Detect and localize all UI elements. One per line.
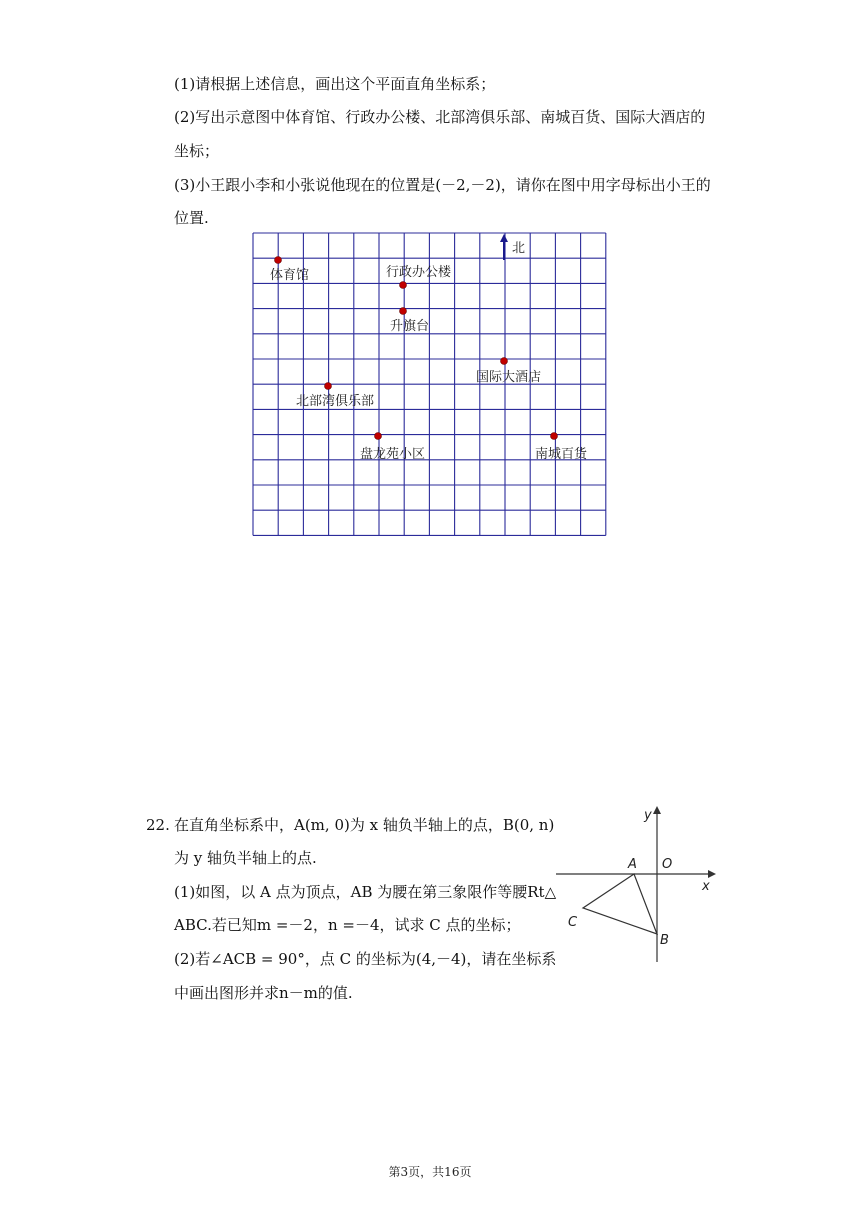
location-label: 行政办公楼 (386, 265, 452, 280)
location-label: 北部湾俱乐部 (296, 394, 375, 409)
location-label: 南城百货 (535, 447, 588, 462)
q22-line-6: 中画出图形并求n－m的值. (174, 984, 353, 1002)
q21-line-1: (1)请根据上述信息，画出这个平面直角坐标系； (174, 75, 496, 93)
y-axis-label: y (644, 808, 652, 823)
location-club (296, 383, 374, 410)
q21-line-2: (2)写出示意图中体育馆、行政办公楼、北部湾俱乐部、南城百货、国际大酒店的 (174, 108, 706, 126)
q21-line-3: 坐标； (174, 142, 220, 160)
origin-label: O (662, 857, 673, 872)
campus-map (252, 232, 612, 540)
point-a-label: A (628, 857, 637, 872)
x-axis-label: x (702, 879, 710, 894)
location-admin-building (386, 264, 452, 289)
point-b-label: B (660, 933, 669, 948)
question-number: 22. (146, 816, 170, 834)
location-label: 体育馆 (270, 268, 310, 283)
location-flag-platform (390, 308, 429, 335)
location-label: 升旗台 (390, 319, 430, 334)
location-hotel (476, 358, 541, 386)
q22-line-2: 为 y 轴负半轴上的点. (174, 849, 317, 867)
location-residential (360, 433, 425, 463)
triangle-figure (552, 800, 722, 970)
q22-line-4: ABC.若已知m =－2，n =－4，试求 C 点的坐标； (174, 916, 521, 934)
location-label: 国际大酒店 (476, 370, 542, 385)
q21-line-5: 位置. (174, 209, 209, 227)
q22-line-1: 在直角坐标系中，A(m, 0)为 x 轴负半轴上的点，B(0, n) (174, 816, 555, 834)
q22-line-3: (1)如图，以 A 点为顶点，AB 为腰在第三象限作等腰Rt△ (174, 883, 557, 901)
north-label: 北 (512, 241, 526, 256)
q21-line-4: (3)小王跟小李和小张说他现在的位置是(－2,－2)，请你在图中用字母标出小王的 (174, 176, 711, 194)
point-c-label: C (568, 915, 578, 930)
north-arrow (500, 234, 508, 260)
location-label: 盘龙苑小区 (360, 447, 426, 462)
triangle-abc (583, 874, 657, 934)
q22-line-5: (2)若∠ACB = 90°，点 C 的坐标为(4,－4)，请在坐标系 (174, 950, 557, 968)
page-footer: 第3页，共16页 (388, 1165, 472, 1179)
